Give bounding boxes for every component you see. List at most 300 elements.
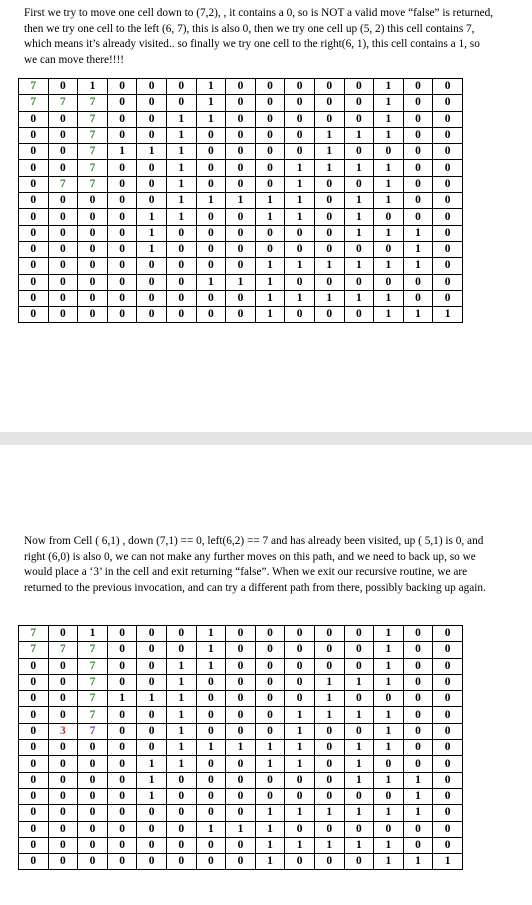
grid-cell: 1 <box>285 756 315 772</box>
grid-cell: 0 <box>314 225 344 241</box>
grid-cell: 0 <box>48 854 78 870</box>
grid-cell: 1 <box>285 723 315 739</box>
grid-cell: 0 <box>314 740 344 756</box>
grid-cell: 0 <box>78 193 108 209</box>
grid-cell: 0 <box>78 854 108 870</box>
grid-cell: 1 <box>403 854 433 870</box>
grid-cell: 0 <box>433 241 463 257</box>
grid-cell: 0 <box>226 111 256 127</box>
grid-cell: 7 <box>78 674 108 690</box>
grid-cell: 0 <box>433 79 463 95</box>
grid-cell: 0 <box>137 79 167 95</box>
grid-cell: 0 <box>19 176 49 192</box>
grid-cell: 0 <box>433 821 463 837</box>
grid-cell: 1 <box>314 837 344 853</box>
grid-cell: 0 <box>255 658 285 674</box>
grid-cell: 1 <box>374 642 404 658</box>
grid-cell: 0 <box>78 258 108 274</box>
grid-cell: 1 <box>196 274 226 290</box>
grid-cell: 1 <box>226 740 256 756</box>
grid-cell: 0 <box>314 307 344 323</box>
grid-row <box>19 144 463 160</box>
grid-cell: 0 <box>107 176 137 192</box>
grid-cell: 1 <box>166 674 196 690</box>
grid-cell: 0 <box>166 772 196 788</box>
grid-cell: 0 <box>314 821 344 837</box>
grid-cell: 0 <box>285 658 315 674</box>
grid-cell: 0 <box>285 241 315 257</box>
grid-row <box>19 626 463 642</box>
grid-cell: 0 <box>48 274 78 290</box>
grid-cell: 1 <box>196 95 226 111</box>
grid-cell: 0 <box>196 723 226 739</box>
grid-cell: 0 <box>107 740 137 756</box>
grid-cell: 0 <box>78 772 108 788</box>
grid-cell: 0 <box>433 788 463 804</box>
grid-cell: 0 <box>78 788 108 804</box>
grid-cell: 7 <box>78 144 108 160</box>
grid-row <box>19 307 463 323</box>
grid-cell: 0 <box>19 707 49 723</box>
grid-cell: 0 <box>107 788 137 804</box>
grid-cell: 1 <box>226 821 256 837</box>
grid-cell: 0 <box>48 674 78 690</box>
grid-cell: 0 <box>196 160 226 176</box>
grid-cell: 0 <box>137 274 167 290</box>
grid-cell: 1 <box>314 127 344 143</box>
grid-cell: 0 <box>403 176 433 192</box>
grid-cell: 1 <box>285 707 315 723</box>
grid-cell: 1 <box>374 626 404 642</box>
grid-cell: 1 <box>344 756 374 772</box>
grid-cell: 1 <box>314 707 344 723</box>
grid-cell: 0 <box>137 674 167 690</box>
grid-cell: 0 <box>48 821 78 837</box>
grid-cell: 0 <box>107 274 137 290</box>
grid-cell: 0 <box>48 691 78 707</box>
grid-cell: 0 <box>226 674 256 690</box>
grid-cell: 0 <box>403 127 433 143</box>
grid-row <box>19 756 463 772</box>
grid-cell: 1 <box>403 772 433 788</box>
grid-cell: 0 <box>433 837 463 853</box>
grid-cell: 1 <box>285 740 315 756</box>
grid-cell: 0 <box>255 788 285 804</box>
grid-cell: 0 <box>226 772 256 788</box>
grid-cell: 0 <box>137 258 167 274</box>
grid-cell: 0 <box>285 95 315 111</box>
grid-cell: 1 <box>344 225 374 241</box>
grid-cell: 0 <box>107 160 137 176</box>
grid-cell: 0 <box>107 805 137 821</box>
grid-cell: 1 <box>166 127 196 143</box>
grid-cell: 1 <box>166 740 196 756</box>
grid-cell: 0 <box>196 176 226 192</box>
grid-cell: 0 <box>48 241 78 257</box>
grid-cell: 0 <box>433 111 463 127</box>
grid-cell: 0 <box>226 642 256 658</box>
grid-cell: 0 <box>107 307 137 323</box>
grid-cell: 7 <box>78 160 108 176</box>
grid-cell: 0 <box>433 772 463 788</box>
grid-cell: 1 <box>137 144 167 160</box>
grid-row <box>19 193 463 209</box>
grid-cell: 1 <box>374 805 404 821</box>
grid-cell: 1 <box>344 127 374 143</box>
grid-cell: 0 <box>107 772 137 788</box>
grid-cell: 0 <box>344 642 374 658</box>
grid-cell: 0 <box>166 79 196 95</box>
grid-cell: 0 <box>314 723 344 739</box>
grid-cell: 1 <box>374 772 404 788</box>
grid-cell: 0 <box>314 79 344 95</box>
grid-cell: 0 <box>196 307 226 323</box>
grid-cell: 0 <box>285 674 315 690</box>
grid-cell: 0 <box>107 225 137 241</box>
grid-cell: 0 <box>285 626 315 642</box>
grid-cell: 0 <box>196 209 226 225</box>
grid-cell: 0 <box>433 290 463 306</box>
grid-cell: 0 <box>166 258 196 274</box>
grid-cell: 1 <box>374 111 404 127</box>
grid-cell: 0 <box>285 854 315 870</box>
grid-cell: 0 <box>226 837 256 853</box>
grid-cell: 0 <box>285 642 315 658</box>
grid-cell: 0 <box>226 723 256 739</box>
grid-cell: 0 <box>78 274 108 290</box>
grid-cell: 0 <box>19 274 49 290</box>
grid-cell: 0 <box>107 854 137 870</box>
grid-cell: 0 <box>433 258 463 274</box>
grid-cell: 0 <box>403 740 433 756</box>
grid-cell: 0 <box>226 626 256 642</box>
grid-cell: 0 <box>226 160 256 176</box>
grid-cell: 0 <box>433 756 463 772</box>
grid-cell: 0 <box>196 837 226 853</box>
grid-row <box>19 740 463 756</box>
grid-cell: 0 <box>403 642 433 658</box>
grid-cell: 0 <box>344 307 374 323</box>
grid-cell: 0 <box>433 127 463 143</box>
grid-cell: 1 <box>344 290 374 306</box>
grid-cell: 1 <box>255 854 285 870</box>
grid-cell: 0 <box>137 626 167 642</box>
grid-cell: 0 <box>48 160 78 176</box>
grid-cell: 0 <box>166 642 196 658</box>
grid-cell: 0 <box>255 127 285 143</box>
grid-cell: 3 <box>48 723 78 739</box>
grid-cell: 0 <box>344 241 374 257</box>
grid-cell: 1 <box>344 805 374 821</box>
grid-cell: 0 <box>107 95 137 111</box>
grid-cell: 1 <box>166 176 196 192</box>
grid-cell: 0 <box>48 225 78 241</box>
grid-cell: 1 <box>226 193 256 209</box>
grid-cell: 0 <box>107 642 137 658</box>
grid-cell: 0 <box>107 79 137 95</box>
grid-cell: 0 <box>403 837 433 853</box>
grid-cell: 7 <box>19 95 49 111</box>
grid-cell: 0 <box>314 854 344 870</box>
grid-cell: 0 <box>166 837 196 853</box>
grid-cell: 1 <box>166 723 196 739</box>
grid-cell: 0 <box>285 79 315 95</box>
grid-cell: 0 <box>19 144 49 160</box>
grid-cell: 1 <box>403 258 433 274</box>
grid-cell: 7 <box>78 176 108 192</box>
grid-cell: 1 <box>403 225 433 241</box>
grid-cell: 1 <box>374 837 404 853</box>
grid-cell: 0 <box>433 160 463 176</box>
grid-cell: 0 <box>78 740 108 756</box>
grid-cell: 0 <box>166 307 196 323</box>
grid-cell: 0 <box>196 241 226 257</box>
grid-cell: 7 <box>78 707 108 723</box>
grid-row <box>19 79 463 95</box>
grid-cell: 7 <box>78 691 108 707</box>
explanation-paragraph-1: First we try to move one cell down to (7,2), , it contains a 0, so is NOT a valid move “false” is returned, then we try one cell to the left (6, 7), this is also 0, then we try one cell up (5, 2) this cell contains 7, which means it’s already visited.. so finally we try one cell to the right(6, 1), this cell contains a 1, so we can move there!!!! <box>24 7 494 66</box>
grid-cell: 0 <box>374 274 404 290</box>
grid-cell: 1 <box>374 160 404 176</box>
grid-cell: 0 <box>433 707 463 723</box>
grid-cell: 0 <box>255 674 285 690</box>
grid-cell: 1 <box>403 788 433 804</box>
grid-cell: 0 <box>374 241 404 257</box>
grid-cell: 0 <box>19 225 49 241</box>
grid-cell: 0 <box>137 160 167 176</box>
grid-cell: 0 <box>107 209 137 225</box>
grid-cell: 7 <box>78 658 108 674</box>
grid-cell: 0 <box>19 241 49 257</box>
grid-cell: 0 <box>285 225 315 241</box>
grid-cell: 1 <box>166 756 196 772</box>
grid-cell: 7 <box>48 176 78 192</box>
grid-cell: 0 <box>314 111 344 127</box>
grid-row <box>19 160 463 176</box>
grid-cell: 0 <box>344 111 374 127</box>
grid-cell: 1 <box>255 209 285 225</box>
grid-cell: 0 <box>107 674 137 690</box>
grid-cell: 0 <box>48 209 78 225</box>
grid-row <box>19 258 463 274</box>
grid-cell: 0 <box>137 307 167 323</box>
grid-cell: 0 <box>433 674 463 690</box>
grid-cell: 0 <box>226 176 256 192</box>
grid-cell: 1 <box>166 160 196 176</box>
grid-cell: 0 <box>48 307 78 323</box>
grid-cell: 1 <box>196 642 226 658</box>
grid-cell: 0 <box>19 805 49 821</box>
grid-cell: 1 <box>255 740 285 756</box>
grid-row <box>19 290 463 306</box>
grid-cell: 0 <box>403 160 433 176</box>
grid-cell: 0 <box>107 723 137 739</box>
grid-cell: 0 <box>374 756 404 772</box>
grid-cell: 0 <box>344 854 374 870</box>
grid-cell: 1 <box>344 209 374 225</box>
grid-cell: 0 <box>166 821 196 837</box>
grid-row <box>19 723 463 739</box>
grid-cell: 0 <box>19 127 49 143</box>
grid-cell: 0 <box>255 691 285 707</box>
grid-cell: 1 <box>314 258 344 274</box>
grid-cell: 0 <box>19 691 49 707</box>
grid-cell: 0 <box>344 821 374 837</box>
grid-cell: 1 <box>255 756 285 772</box>
grid-cell: 0 <box>166 241 196 257</box>
grid-cell: 7 <box>19 642 49 658</box>
grid-cell: 0 <box>344 658 374 674</box>
grid-cell: 0 <box>48 707 78 723</box>
grid-cell: 0 <box>255 225 285 241</box>
grid-cell: 0 <box>107 193 137 209</box>
grid-cell: 0 <box>403 707 433 723</box>
grid-cell: 0 <box>19 209 49 225</box>
grid-cell: 0 <box>166 225 196 241</box>
grid-cell: 0 <box>107 837 137 853</box>
grid-cell: 0 <box>433 691 463 707</box>
grid-cell: 0 <box>255 707 285 723</box>
grid-cell: 0 <box>255 79 285 95</box>
grid-cell: 0 <box>48 193 78 209</box>
grid-cell: 0 <box>403 821 433 837</box>
grid-cell: 1 <box>255 821 285 837</box>
grid-cell: 0 <box>226 805 256 821</box>
grid-cell: 0 <box>226 658 256 674</box>
grid-cell: 0 <box>344 626 374 642</box>
grid-cell: 1 <box>344 707 374 723</box>
grid-cell: 0 <box>226 225 256 241</box>
grid-cell: 0 <box>285 691 315 707</box>
grid-cell: 0 <box>107 290 137 306</box>
grid-cell: 0 <box>226 707 256 723</box>
grid-cell: 0 <box>137 740 167 756</box>
grid-row <box>19 674 463 690</box>
grid-cell: 7 <box>78 111 108 127</box>
grid-cell: 0 <box>107 258 137 274</box>
grid-cell: 1 <box>107 691 137 707</box>
grid-cell: 1 <box>314 160 344 176</box>
grid-cell: 0 <box>78 241 108 257</box>
grid-cell: 0 <box>226 788 256 804</box>
grid-row <box>19 241 463 257</box>
grid-cell: 0 <box>226 79 256 95</box>
grid-cell: 1 <box>137 691 167 707</box>
grid-cell: 1 <box>196 626 226 642</box>
grid-cell: 1 <box>344 837 374 853</box>
grid-cell: 0 <box>196 674 226 690</box>
grid-cell: 0 <box>374 209 404 225</box>
grid-cell: 0 <box>255 642 285 658</box>
grid-cell: 0 <box>403 209 433 225</box>
grid-cell: 0 <box>19 674 49 690</box>
grid-cell: 0 <box>314 176 344 192</box>
grid-cell: 0 <box>19 821 49 837</box>
grid-cell: 1 <box>166 193 196 209</box>
grid-cell: 0 <box>166 805 196 821</box>
grid-cell: 0 <box>226 95 256 111</box>
grid-cell: 1 <box>166 111 196 127</box>
grid-cell: 1 <box>403 241 433 257</box>
grid-cell: 0 <box>48 756 78 772</box>
grid-cell: 0 <box>107 658 137 674</box>
grid-cell: 0 <box>166 626 196 642</box>
grid-cell: 1 <box>78 79 108 95</box>
grid-cell: 1 <box>255 290 285 306</box>
grid-cell: 0 <box>433 805 463 821</box>
grid-cell: 0 <box>344 723 374 739</box>
grid-cell: 0 <box>285 274 315 290</box>
grid-cell: 0 <box>196 258 226 274</box>
grid-cell: 0 <box>255 111 285 127</box>
grid-cell: 0 <box>107 756 137 772</box>
grid-row <box>19 854 463 870</box>
grid-cell: 0 <box>48 127 78 143</box>
grid-cell: 0 <box>137 111 167 127</box>
grid-cell: 0 <box>107 127 137 143</box>
grid-cell: 0 <box>196 144 226 160</box>
grid-cell: 0 <box>19 160 49 176</box>
grid-cell: 1 <box>374 79 404 95</box>
grid-cell: 0 <box>137 176 167 192</box>
grid-cell: 0 <box>19 740 49 756</box>
grid-cell: 1 <box>403 307 433 323</box>
grid-cell: 1 <box>196 111 226 127</box>
grid-row <box>19 837 463 853</box>
grid-cell: 1 <box>196 740 226 756</box>
grid-cell: 0 <box>226 241 256 257</box>
grid-cell: 0 <box>107 241 137 257</box>
grid-cell: 1 <box>166 658 196 674</box>
grid-cell: 0 <box>403 674 433 690</box>
grid-cell: 0 <box>226 854 256 870</box>
grid-cell: 0 <box>196 707 226 723</box>
grid-cell: 0 <box>433 658 463 674</box>
grid-cell: 0 <box>314 788 344 804</box>
grid-cell: 0 <box>48 258 78 274</box>
grid-cell: 0 <box>78 756 108 772</box>
grid-cell: 0 <box>255 95 285 111</box>
grid-cell: 0 <box>19 788 49 804</box>
grid-cell: 1 <box>374 193 404 209</box>
maze-grid-2 <box>18 625 463 870</box>
grid-cell: 0 <box>285 772 315 788</box>
grid-cell: 0 <box>403 626 433 642</box>
grid-row <box>19 274 463 290</box>
grid-cell: 0 <box>344 788 374 804</box>
grid-cell: 0 <box>196 691 226 707</box>
grid-cell: 0 <box>78 837 108 853</box>
grid-cell: 0 <box>285 127 315 143</box>
grid-row <box>19 772 463 788</box>
grid-cell: 0 <box>314 95 344 111</box>
grid-cell: 1 <box>374 707 404 723</box>
grid-cell: 0 <box>19 193 49 209</box>
grid-cell: 1 <box>374 307 404 323</box>
grid-cell: 0 <box>403 723 433 739</box>
grid-cell: 0 <box>314 193 344 209</box>
grid-cell: 1 <box>314 290 344 306</box>
grid-cell: 0 <box>433 642 463 658</box>
grid-cell: 0 <box>19 723 49 739</box>
grid-cell: 0 <box>344 144 374 160</box>
grid-cell: 0 <box>433 176 463 192</box>
grid-cell: 1 <box>314 674 344 690</box>
grid-cell: 0 <box>374 788 404 804</box>
grid-cell: 0 <box>48 658 78 674</box>
grid-row <box>19 707 463 723</box>
grid-cell: 1 <box>344 740 374 756</box>
